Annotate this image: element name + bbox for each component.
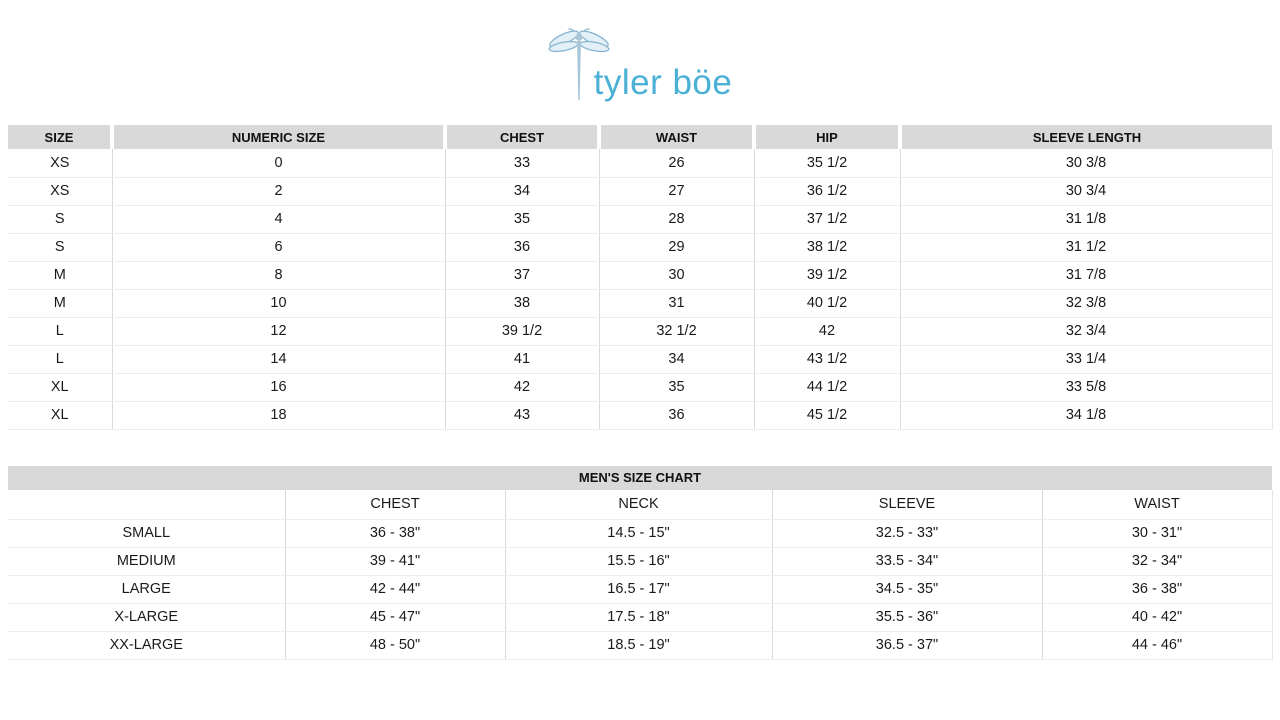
table-cell: MEDIUM <box>8 547 285 575</box>
table-cell: 40 1/2 <box>754 289 900 317</box>
table-cell: 36 - 38" <box>1042 575 1272 603</box>
table-cell: 31 1/2 <box>900 233 1272 261</box>
table-cell: 31 <box>599 289 754 317</box>
table-cell: 30 - 31" <box>1042 519 1272 547</box>
table-cell: 34 <box>599 345 754 373</box>
table-cell: 26 <box>599 149 754 177</box>
table-cell: 28 <box>599 205 754 233</box>
table-cell: 45 - 47" <box>285 603 505 631</box>
table-cell: XX-LARGE <box>8 631 285 659</box>
column-header: HIP <box>754 125 900 149</box>
table-cell: 33 5/8 <box>900 373 1272 401</box>
womens-size-table <box>8 125 1273 430</box>
table-cell: 12 <box>112 317 445 345</box>
table-cell: 42 <box>754 317 900 345</box>
table-cell: XS <box>8 177 112 205</box>
table-cell: 14.5 - 15" <box>505 519 772 547</box>
table-cell: 39 1/2 <box>754 261 900 289</box>
table-cell: M <box>8 261 112 289</box>
table-cell: 34 1/8 <box>900 401 1272 429</box>
table-cell: 35 <box>445 205 599 233</box>
mens-chart-title-bar <box>8 466 1272 490</box>
table-cell: 35 1/2 <box>754 149 900 177</box>
table-cell: 36 <box>599 401 754 429</box>
table-row <box>8 401 1272 429</box>
table-cell: 30 <box>599 261 754 289</box>
table-cell: X-LARGE <box>8 603 285 631</box>
table-cell: 6 <box>112 233 445 261</box>
table-cell: 14 <box>112 345 445 373</box>
table-cell: 8 <box>112 261 445 289</box>
column-header: WAIST <box>599 125 754 149</box>
table-cell: 41 <box>445 345 599 373</box>
table-cell: 34 <box>445 177 599 205</box>
table-row <box>8 631 1272 659</box>
table-cell: 37 <box>445 261 599 289</box>
table-cell: 16 <box>112 373 445 401</box>
table-cell: SMALL <box>8 519 285 547</box>
mens-chart-title: MEN'S SIZE CHART <box>578 470 702 485</box>
table-cell: 17.5 - 18" <box>505 603 772 631</box>
table-cell: 35 <box>599 373 754 401</box>
table-cell: 10 <box>112 289 445 317</box>
table-cell: 36 - 38" <box>285 519 505 547</box>
table-row <box>8 289 1272 317</box>
table-cell: XL <box>8 401 112 429</box>
table-cell: 27 <box>599 177 754 205</box>
table-cell: 35.5 - 36" <box>772 603 1042 631</box>
table-cell: 38 <box>445 289 599 317</box>
table-cell: L <box>8 317 112 345</box>
table-cell: 4 <box>112 205 445 233</box>
column-header: SLEEVE <box>772 490 1042 519</box>
table-cell: LARGE <box>8 575 285 603</box>
table-cell: 30 3/4 <box>900 177 1272 205</box>
table-cell: L <box>8 345 112 373</box>
brand-name: tyler böe <box>593 63 733 102</box>
table-row <box>8 177 1272 205</box>
mens-table-header <box>8 490 1272 519</box>
column-header: CHEST <box>285 490 505 519</box>
table-cell: 42 <box>445 373 599 401</box>
table-cell: XS <box>8 149 112 177</box>
table-cell: 0 <box>112 149 445 177</box>
table-cell: 45 1/2 <box>754 401 900 429</box>
womens-table-header <box>8 125 1272 149</box>
table-cell: XL <box>8 373 112 401</box>
table-cell: S <box>8 205 112 233</box>
table-row <box>8 149 1272 177</box>
table-cell: 42 - 44" <box>285 575 505 603</box>
column-header: SIZE <box>8 125 112 149</box>
brand-logo <box>0 10 1280 102</box>
table-cell: 43 1/2 <box>754 345 900 373</box>
table-cell: 18.5 - 19" <box>505 631 772 659</box>
column-header: CHEST <box>445 125 599 149</box>
table-row <box>8 317 1272 345</box>
table-cell: 44 1/2 <box>754 373 900 401</box>
table-cell: 43 <box>445 401 599 429</box>
table-cell: 40 - 42" <box>1042 603 1272 631</box>
column-header: SLEEVE LENGTH <box>900 125 1272 149</box>
table-cell: 33 <box>445 149 599 177</box>
table-cell: 44 - 46" <box>1042 631 1272 659</box>
table-row <box>8 261 1272 289</box>
table-cell: 15.5 - 16" <box>505 547 772 575</box>
table-cell: 36.5 - 37" <box>772 631 1042 659</box>
table-cell: M <box>8 289 112 317</box>
table-cell: 2 <box>112 177 445 205</box>
table-cell: 36 1/2 <box>754 177 900 205</box>
table-cell: 37 1/2 <box>754 205 900 233</box>
table-cell: 39 1/2 <box>445 317 599 345</box>
table-cell: 32 3/4 <box>900 317 1272 345</box>
table-cell: 29 <box>599 233 754 261</box>
table-row <box>8 547 1272 575</box>
table-row <box>8 603 1272 631</box>
table-cell: 38 1/2 <box>754 233 900 261</box>
table-cell: S <box>8 233 112 261</box>
table-cell: 48 - 50" <box>285 631 505 659</box>
header-row <box>8 125 1272 149</box>
table-cell: 32 - 34" <box>1042 547 1272 575</box>
table-cell: 33 1/4 <box>900 345 1272 373</box>
table-row <box>8 575 1272 603</box>
table-cell: 33.5 - 34" <box>772 547 1042 575</box>
table-cell: 18 <box>112 401 445 429</box>
mens-size-table <box>8 490 1273 660</box>
table-cell: 16.5 - 17" <box>505 575 772 603</box>
mens-table-body <box>8 519 1272 659</box>
table-cell: 32 3/8 <box>900 289 1272 317</box>
column-header: NUMERIC SIZE <box>112 125 445 149</box>
table-cell: 34.5 - 35" <box>772 575 1042 603</box>
column-header <box>8 490 285 519</box>
table-row <box>8 233 1272 261</box>
table-cell: 39 - 41" <box>285 547 505 575</box>
column-header: WAIST <box>1042 490 1272 519</box>
table-row <box>8 519 1272 547</box>
column-header: NECK <box>505 490 772 519</box>
table-cell: 30 3/8 <box>900 149 1272 177</box>
table-cell: 31 7/8 <box>900 261 1272 289</box>
header-row <box>8 490 1272 519</box>
table-row <box>8 205 1272 233</box>
womens-table-body <box>8 149 1272 429</box>
table-row <box>8 373 1272 401</box>
table-cell: 31 1/8 <box>900 205 1272 233</box>
table-cell: 32.5 - 33" <box>772 519 1042 547</box>
table-cell: 36 <box>445 233 599 261</box>
table-row <box>8 345 1272 373</box>
table-cell: 32 1/2 <box>599 317 754 345</box>
